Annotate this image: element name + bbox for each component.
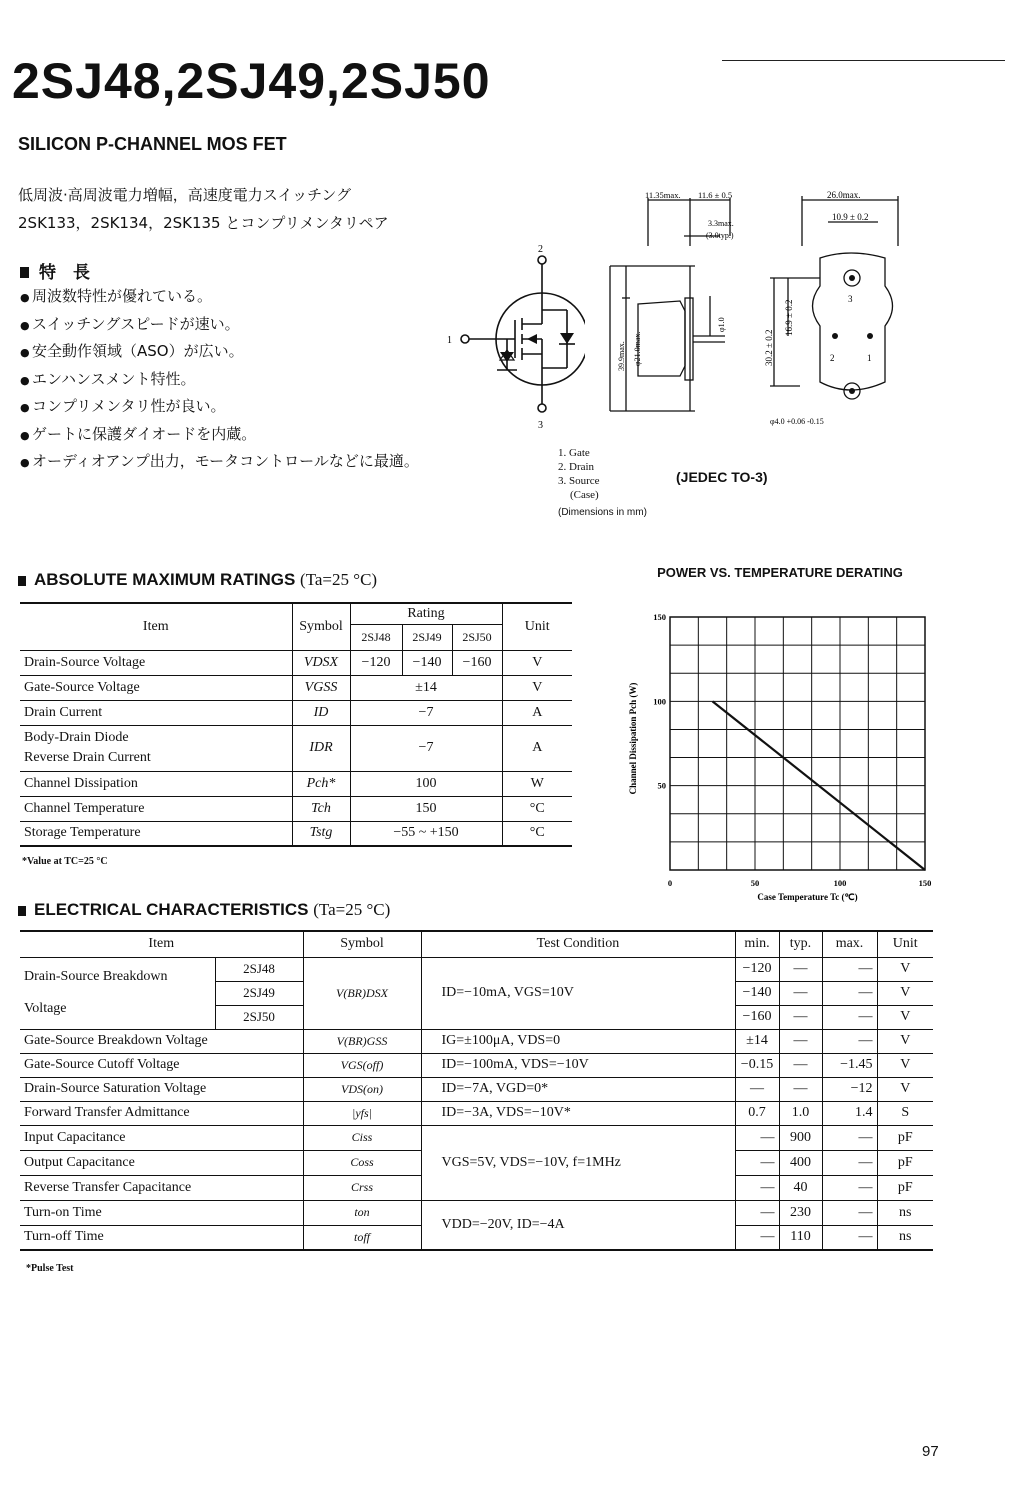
pin-number: 3 bbox=[848, 294, 853, 304]
dim-label: 11.35max. bbox=[645, 190, 681, 200]
y-tick-label: 50 bbox=[657, 780, 666, 791]
feature-item: ● 安全動作領域（ASO）が広い。 bbox=[20, 342, 244, 360]
table-row: Channel Temperature Tch 150 °C bbox=[20, 796, 572, 821]
schematic-pin-3: 3 bbox=[538, 420, 543, 430]
dim-label: 26.0max. bbox=[827, 190, 861, 200]
dimension-note: (Dimensions in mm) bbox=[558, 507, 647, 518]
y-tick-label: 150 bbox=[653, 612, 666, 622]
package-side-view bbox=[600, 186, 770, 426]
table-row: 2SJ49 −140 — — V bbox=[20, 981, 933, 1005]
table-row: Input Capacitance Ciss VGS=5V, VDS=−10V, f=1MHz — 900 — pF bbox=[20, 1125, 933, 1150]
x-axis-label: Case Temperature Tc (℃) bbox=[757, 892, 858, 902]
column-header: 2SJ48 bbox=[350, 624, 402, 650]
table-row: Body-Drain Diode Reverse Drain Current IDR −7 A bbox=[20, 725, 572, 771]
dim-label: (3.0typ.) bbox=[706, 231, 734, 240]
column-header: Unit bbox=[524, 618, 550, 634]
feature-item: ● スイッチングスピードが速い。 bbox=[20, 314, 240, 333]
features-heading-text: 特 長 bbox=[39, 263, 90, 283]
x-tick-label: 50 bbox=[750, 878, 760, 888]
table-row: Gate-Source Breakdown Voltage V(BR)GSS IG=±100μA, VDS=0 ±14 — — V bbox=[20, 1029, 933, 1053]
pin-number: 2 bbox=[830, 353, 835, 363]
pin-legend: 1. Gate 2. Drain 3. Source (Case) bbox=[558, 447, 600, 501]
column-header: max. bbox=[822, 931, 877, 957]
schematic-pin-2: 2 bbox=[538, 244, 543, 255]
x-tick-label: 150 bbox=[918, 878, 932, 888]
feature-item: ● 周波数特性が優れている。 bbox=[20, 287, 213, 305]
section-marker bbox=[18, 906, 26, 916]
dim-label: 30.2 ± 0.2 bbox=[764, 329, 774, 366]
section-marker bbox=[20, 267, 29, 278]
column-header: Unit bbox=[892, 936, 918, 952]
column-header: Item bbox=[20, 931, 303, 957]
dim-label: 3.3max. bbox=[708, 219, 734, 228]
intro-line-2: 2SK133，2SK134，2SK135 とコンプリメンタリペア bbox=[18, 214, 389, 232]
section-marker bbox=[18, 576, 26, 586]
ec-heading: ELECTRICAL CHARACTERISTICS (Ta=25 °C) bbox=[18, 900, 390, 920]
y-axis-label: Channel Dissipation Pch (W) bbox=[628, 682, 638, 795]
dim-label: 39.9max. bbox=[617, 341, 626, 371]
features-heading bbox=[20, 258, 90, 283]
table-row: Gate-Source Cutoff Voltage VGS(off) ID=−100mA, VDS=−10V −0.15 — −1.45 V bbox=[20, 1053, 933, 1077]
feature-item: ● オーディオアンプ出力，モータコントロールなどに最適。 bbox=[20, 452, 419, 470]
table-row: Channel Dissipation Pch* 100 W bbox=[20, 771, 572, 796]
features-list bbox=[20, 285, 419, 478]
pin-number: 1 bbox=[867, 353, 872, 363]
table-row: Output Capacitance Coss — 400 — pF bbox=[20, 1150, 933, 1175]
table-row: Turn-off Time toff — 110 — ns bbox=[20, 1225, 933, 1250]
feature-item: ● エンハンスメント特性。 bbox=[20, 369, 196, 388]
page-number: 97 bbox=[922, 1443, 939, 1460]
column-header: typ. bbox=[779, 931, 822, 957]
dim-label: 16.9 ± 0.2 bbox=[784, 299, 794, 336]
page-title: 2SJ48,2SJ49,2SJ50 bbox=[12, 53, 491, 109]
schematic-pin-1: 1 bbox=[447, 335, 452, 346]
column-header: 2SJ49 bbox=[402, 624, 452, 650]
column-header: Test Condition bbox=[421, 931, 735, 957]
absolute-max-ratings-table bbox=[20, 602, 572, 847]
amr-footnote: *Value at TC=25 °C bbox=[22, 856, 108, 867]
table-row: Reverse Transfer Capacitance Crss — 40 — pF bbox=[20, 1175, 933, 1200]
feature-item: ● ゲートに保護ダイオードを内蔵。 bbox=[20, 424, 257, 443]
intro-line-1: 低周波·高周波電力増幅，高速度電力スイッチング bbox=[18, 186, 352, 204]
title-rule bbox=[722, 60, 1005, 61]
column-header: min. bbox=[735, 931, 779, 957]
table-row: Gate-Source Voltage VGSS ±14 V bbox=[20, 675, 572, 700]
electrical-characteristics-table bbox=[20, 930, 933, 1251]
x-tick-label: 0 bbox=[667, 878, 673, 888]
feature-item: ● コンプリメンタリ性が良い。 bbox=[20, 397, 226, 415]
column-header: 2SJ50 bbox=[452, 624, 502, 650]
device-subtitle: SILICON P-CHANNEL MOS FET bbox=[18, 134, 287, 154]
table-row: Turn-on Time ton VDD=−20V, ID=−4A — 230 — ns bbox=[20, 1200, 933, 1225]
table-row: Drain-Source Breakdown Voltage 2SJ48 V(BR)DSX ID=−10mA, VGS=10V −120 — — V bbox=[20, 957, 933, 981]
x-tick-label: 100 bbox=[833, 878, 847, 888]
table-row: Drain Current ID −7 A bbox=[20, 700, 572, 725]
mosfet-schematic-symbol bbox=[445, 240, 585, 430]
table-row: Drain-Source Saturation Voltage VDS(on) ID=−7A, VGD=0* — — −12 V bbox=[20, 1077, 933, 1101]
table-row: 2SJ50 −160 — — V bbox=[20, 1005, 933, 1029]
column-header: Symbol bbox=[292, 603, 350, 650]
table-row: Storage Temperature Tstg −55 ~ +150 °C bbox=[20, 821, 572, 846]
package-top-view bbox=[760, 186, 910, 426]
column-header: Symbol bbox=[303, 931, 421, 957]
plot-frame bbox=[670, 617, 925, 870]
chart-title: POWER VS. TEMPERATURE DERATING bbox=[657, 565, 903, 580]
ec-footnote: *Pulse Test bbox=[26, 1263, 74, 1274]
table-row: Forward Transfer Admittance |yfs| ID=−3A, VDS=−10V* 0.7 1.0 1.4 S bbox=[20, 1101, 933, 1125]
dim-label: φ1.0 bbox=[717, 317, 726, 332]
power-derating-chart bbox=[620, 605, 950, 905]
column-header: Rating bbox=[350, 603, 502, 624]
dim-label: φ21.0max. bbox=[633, 331, 642, 366]
table-row: Drain-Source Voltage VDSX −120 −140 −160 V bbox=[20, 650, 572, 675]
column-header: Item bbox=[20, 603, 292, 650]
jedec-label: (JEDEC TO-3) bbox=[676, 469, 768, 485]
dim-label: φ4.0 +0.06 -0.15 bbox=[770, 417, 824, 426]
dim-label: 10.9 ± 0.2 bbox=[832, 212, 869, 222]
y-tick-label: 100 bbox=[653, 696, 666, 707]
amr-heading: ABSOLUTE MAXIMUM RATINGS (Ta=25 °C) bbox=[18, 570, 377, 590]
dim-label: 11.6 ± 0.5 bbox=[698, 190, 733, 200]
